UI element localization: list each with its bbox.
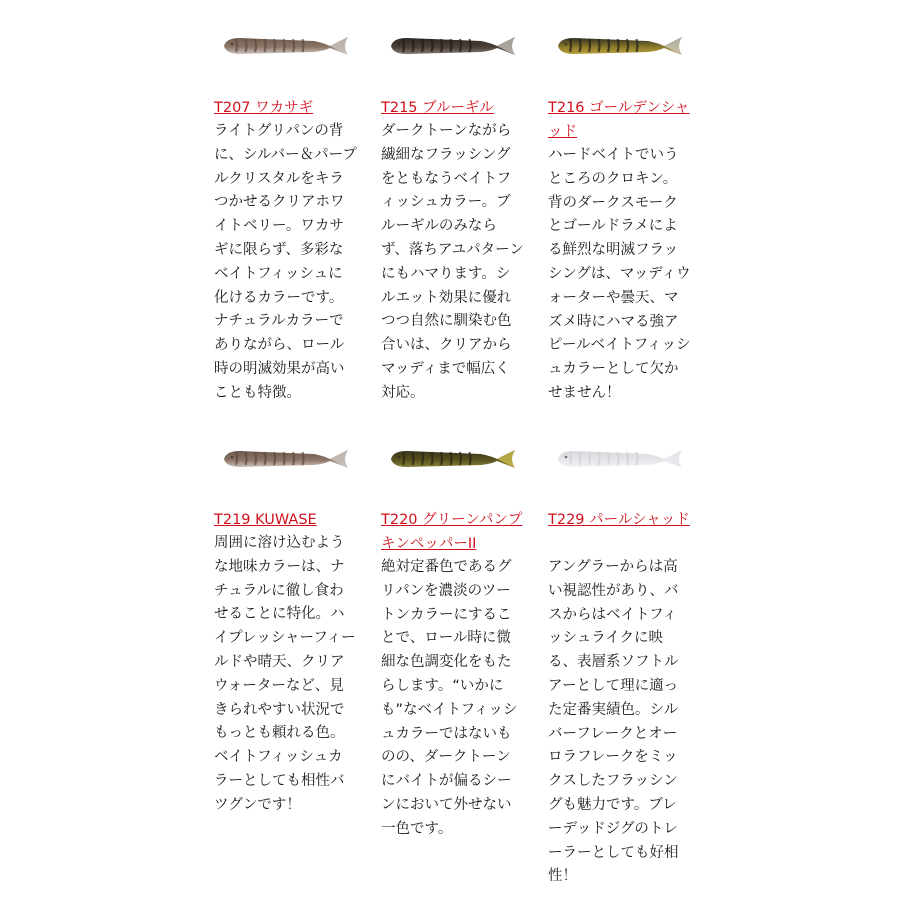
lure-image <box>381 20 526 80</box>
lure-image <box>214 20 359 80</box>
lure-image <box>381 433 526 493</box>
color-title-link[interactable]: T220 グリーンパンプキンペッパーII <box>381 512 523 552</box>
color-description: ライトグリパンの背に、シルバー＆パープルクリスタルをキラつかせるクリアホワイトベリー。ワカサギに限らず、多彩なベイトフィッシュに化けるカラーです。ナチュラルカラーでありながら、ロール時の明滅効果が高いことも特徴。 <box>214 123 357 401</box>
color-description: ハードベイトでいうところのクロキン。背のダークスモークとゴールドラメによる鮮烈な明滅フラッシングは、マッディウォーターや曇天、マズメ時にハマる強アピールベイトフィッシュカラーとして欠かせません！ <box>548 147 691 401</box>
color-title-link[interactable]: T215 ブルーギル <box>381 100 494 116</box>
lure-image <box>548 20 693 80</box>
color-title-link[interactable]: T219 KUWASE <box>214 512 317 528</box>
color-title-link[interactable]: T229 パールシャッド <box>548 512 690 528</box>
color-title-link[interactable]: T207 ワカサギ <box>214 100 314 116</box>
color-description: ダークトーンながら繊細なフラッシングをともなうベイトフィッシュカラー。ブルーギルのみならず、落ちアユパターンにもハマります。シルエット効果に優れつつ自然に馴染む色合いは、クリアからマッディまで幅広く対応。 <box>381 123 524 401</box>
lure-image <box>548 433 693 493</box>
color-description: 絶対定番色であるグリパンを濃淡のツートンカラーにすることで、ロール時に微細な色調変化をもたらします。“いかにも”なベイトフィッシュカラーではないものの、ダークトーンにバイトが偏るシーンにおいて外せない一色です。 <box>381 559 518 837</box>
lure-image <box>214 433 359 493</box>
color-description: アングラーからは高い視認性があり、バスからはベイトフィッシュライクに映る、表層系ソフトルアーとして理に適った定番実績色。シルバーフレークとオーロラフレークをミックスしたフラッシングも魅力です。ブレーデッドジグのトレーラーとしても好相性！ <box>548 559 679 885</box>
color-description: 周囲に溶け込むような地味カラーは、ナチュラルに徹し食わせることに特化。ハイプレッシャーフィールドや晴天、クリアウォーターなど、見きられやすい状況でもっとも頼れる色。ベイトフィッシュカラーとしても相性バツグンです！ <box>214 535 356 813</box>
color-title-link[interactable]: T216 ゴールデンシャッド <box>548 100 690 140</box>
